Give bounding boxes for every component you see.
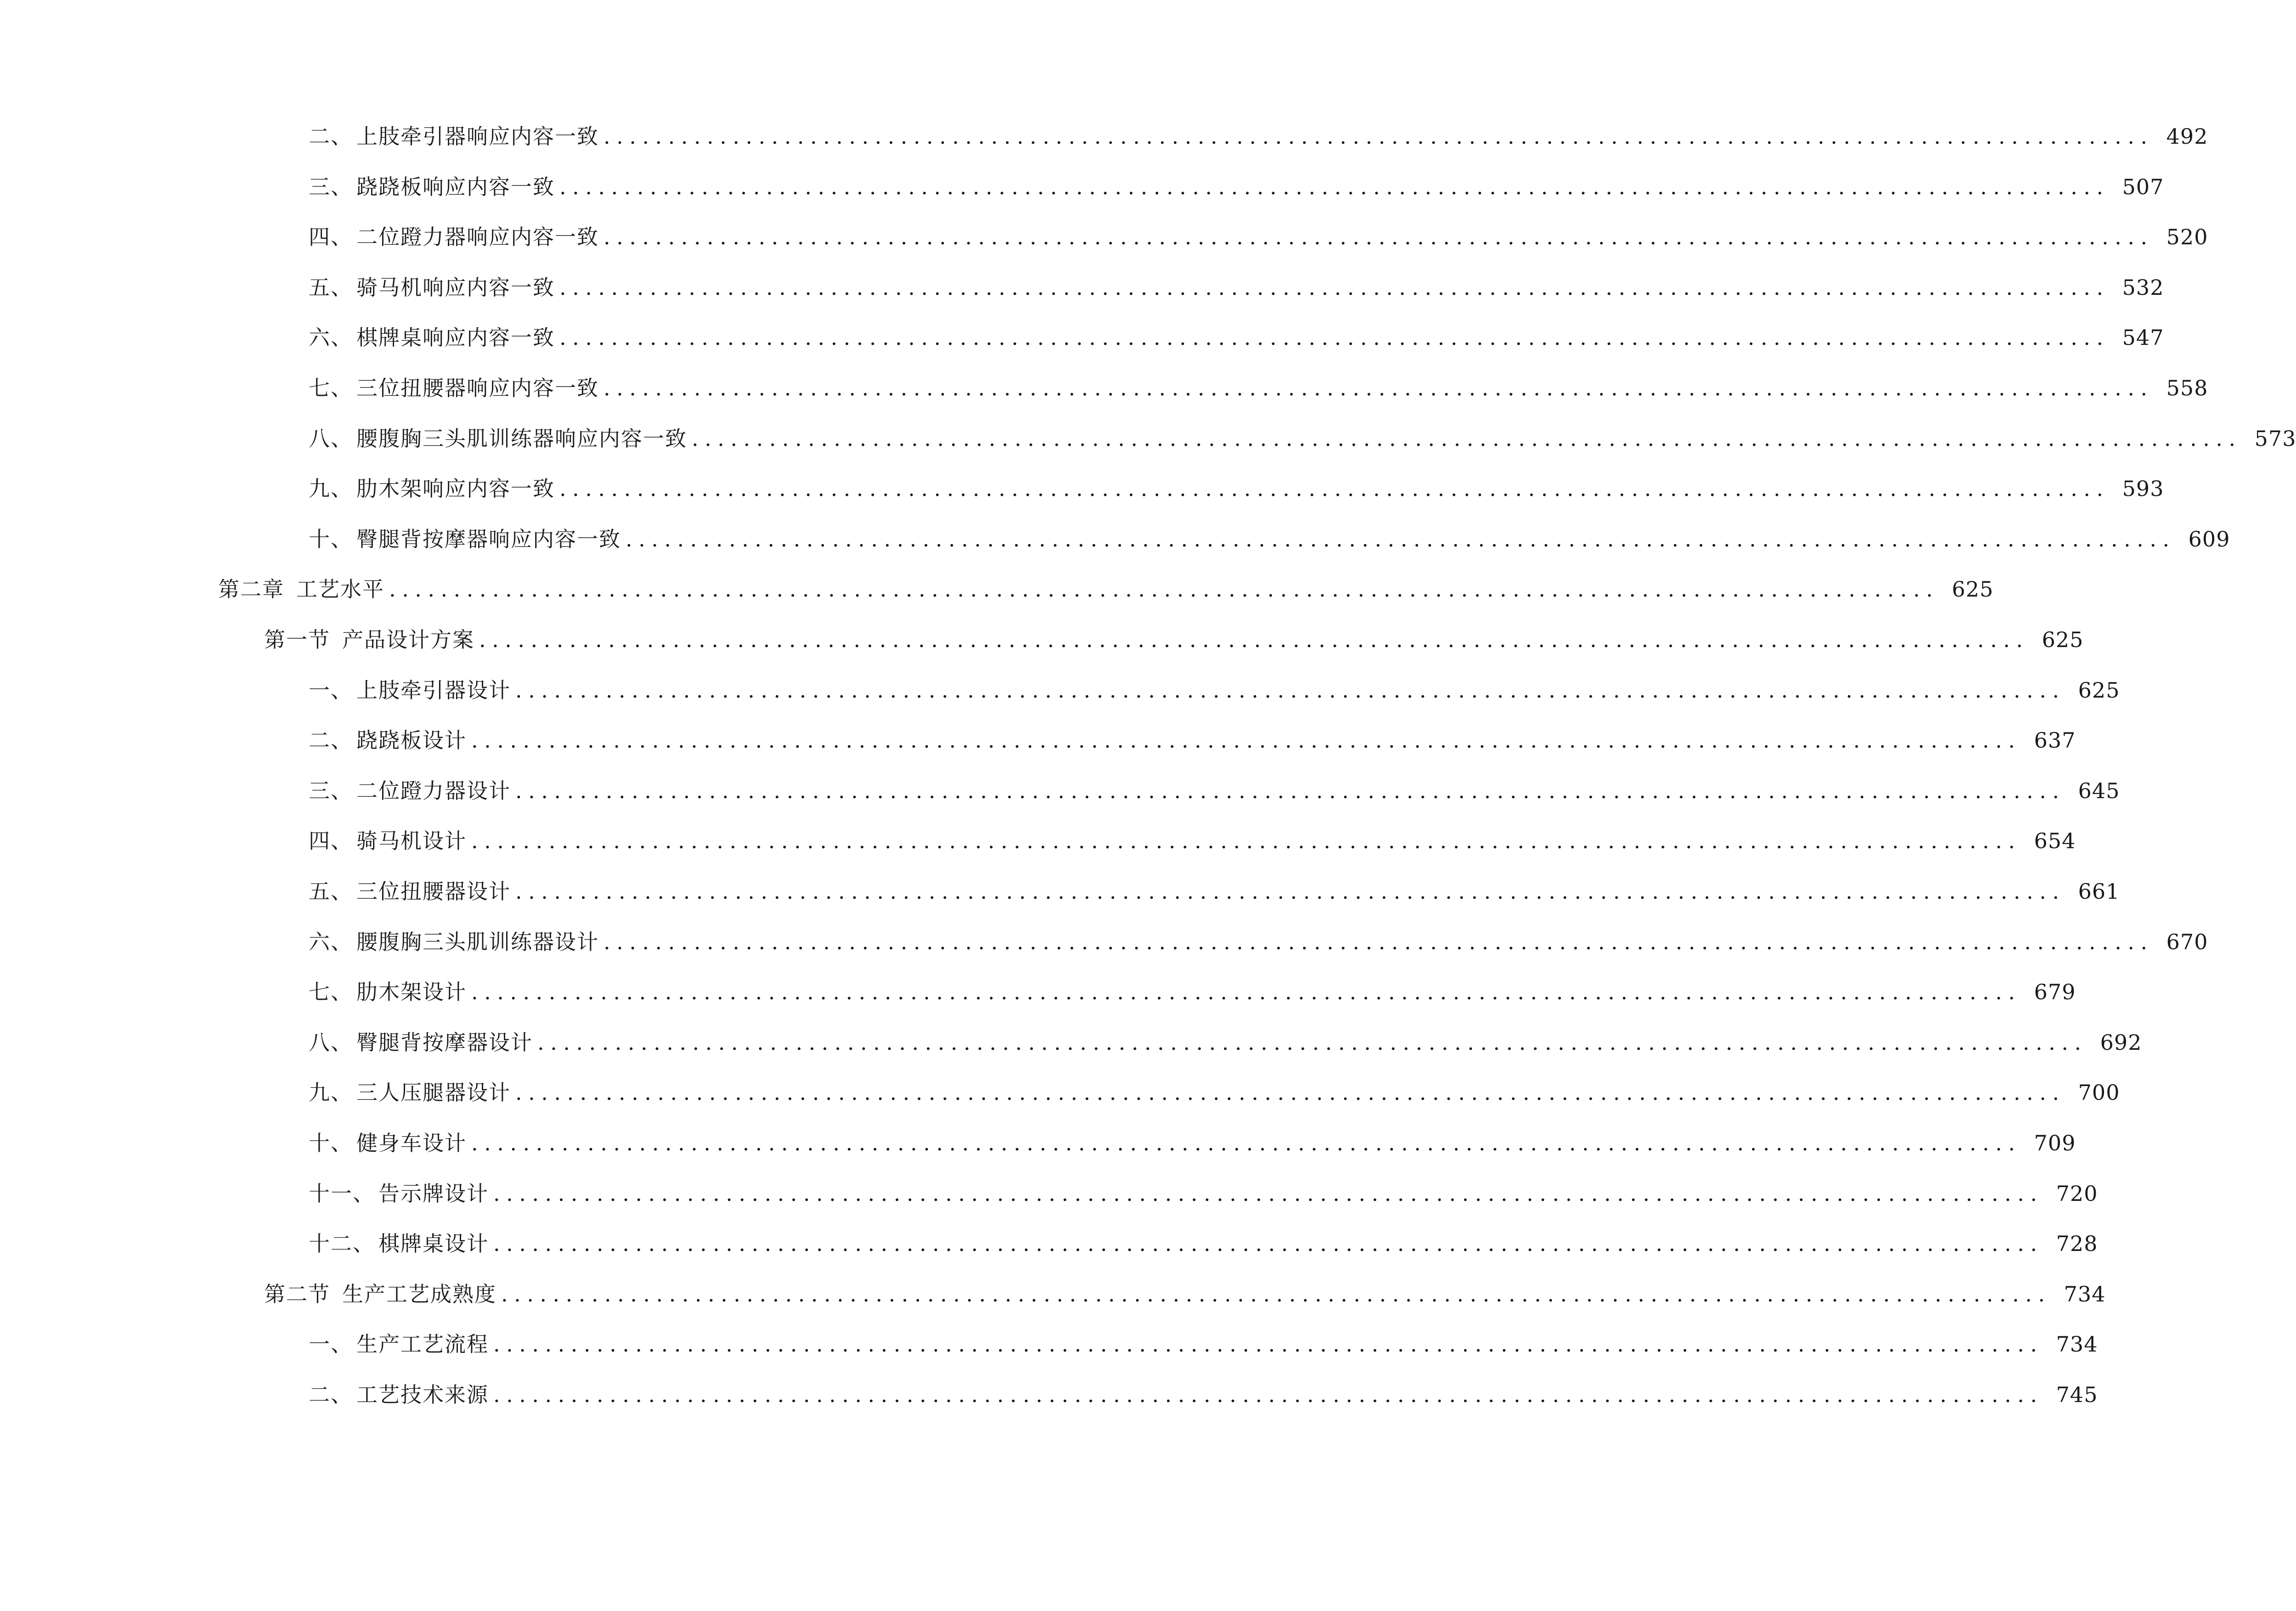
toc-entry[interactable]	[0, 521, 2230, 558]
toc-entry-number: 五、	[309, 275, 353, 300]
toc-page-number: 734	[2056, 1332, 2098, 1357]
dot-leader: ........................................................................................................................	[389, 577, 1939, 602]
toc-page-number: 637	[2034, 728, 2076, 753]
toc-entry[interactable]	[0, 672, 2120, 709]
dot-leader: ........................................................................................................................	[515, 677, 2065, 703]
toc-entry[interactable]	[0, 822, 2076, 859]
toc-entry[interactable]	[0, 924, 2208, 960]
toc-entry-title: 三位扭腰器响应内容一致	[356, 376, 599, 400]
toc-entry-title: 上肢牵引器设计	[356, 677, 511, 703]
toc-entry[interactable]	[0, 974, 2076, 1010]
dot-leader: ........................................................................................................................	[493, 1231, 2043, 1256]
dot-leader: ........................................................................................................................	[559, 174, 2110, 199]
toc-entry-number: 十二、	[309, 1231, 375, 1256]
toc-entry-number: 三、	[309, 174, 353, 199]
toc-entry-title: 二位蹬力器响应内容一致	[356, 225, 599, 250]
toc-entry[interactable]	[0, 470, 2164, 507]
dot-leader: ........................................................................................................................	[493, 1181, 2043, 1206]
toc-page-number: 547	[2122, 325, 2164, 350]
toc-entry[interactable]	[0, 118, 2208, 155]
toc-entry[interactable]	[0, 420, 2296, 457]
toc-page-number: 709	[2034, 1131, 2076, 1155]
toc-entry[interactable]	[0, 319, 2164, 356]
toc-entry-number: 第二章	[218, 577, 284, 602]
toc-entry-title: 臀腿背按摩器响应内容一致	[356, 526, 621, 552]
toc-page-number: 625	[2042, 627, 2084, 652]
toc-entry-number: 九、	[309, 476, 353, 501]
toc-page-number: 734	[2064, 1281, 2106, 1307]
toc-entry-title: 骑马机设计	[356, 828, 467, 854]
toc-entry-number: 四、	[309, 828, 353, 854]
dot-leader: ........................................................................................................................	[604, 376, 2154, 400]
toc-page-number: 670	[2166, 929, 2208, 954]
toc-entry-title: 产品设计方案	[342, 627, 474, 652]
toc-page-number: 507	[2122, 174, 2164, 199]
toc-entry-title: 三位扭腰器设计	[356, 879, 511, 904]
toc-entry-number: 八、	[309, 426, 353, 451]
toc-entry-number: 五、	[309, 879, 353, 904]
toc-page-number: 645	[2078, 778, 2120, 803]
toc-entry-number: 十、	[309, 526, 353, 552]
toc-entry[interactable]	[0, 1175, 2098, 1212]
toc-entry-number: 一、	[309, 677, 353, 703]
toc-entry-title: 棋牌桌设计	[378, 1231, 489, 1256]
toc-entry-number: 十一、	[309, 1181, 375, 1206]
toc-page-number: 625	[2078, 677, 2120, 703]
dot-leader: ........................................................................................................................	[515, 778, 2065, 803]
toc-entry-title: 生产工艺流程	[356, 1332, 489, 1357]
toc-entry-title: 生产工艺成熟度	[342, 1281, 496, 1307]
toc-page-number: 573	[2254, 426, 2296, 451]
dot-leader: ........................................................................................................................	[626, 526, 2176, 552]
toc-page-number: 558	[2166, 376, 2208, 400]
toc-page-number: 700	[2078, 1080, 2120, 1105]
dot-leader: ........................................................................................................................	[537, 1030, 2087, 1055]
toc-entry-number: 九、	[309, 1080, 353, 1105]
toc-entry-number: 二、	[309, 1382, 353, 1407]
toc-entry[interactable]	[0, 219, 2208, 255]
toc-entry-title: 跷跷板设计	[356, 728, 467, 753]
dot-leader: ........................................................................................................................	[493, 1332, 2043, 1357]
toc-entry-title: 臀腿背按摩器设计	[356, 1030, 533, 1055]
toc-entry-title: 肋木架设计	[356, 980, 467, 1005]
toc-entry-title: 告示牌设计	[378, 1181, 489, 1206]
dot-leader: ........................................................................................................................	[471, 728, 2021, 753]
toc-entry-title: 健身车设计	[356, 1131, 467, 1155]
toc-entry[interactable]	[0, 571, 1994, 608]
dot-leader: ........................................................................................................................	[501, 1281, 2051, 1307]
dot-leader: ........................................................................................................................	[559, 325, 2110, 350]
dot-leader: ........................................................................................................................	[515, 879, 2065, 904]
toc-entry-number: 四、	[309, 225, 353, 250]
toc-page-number: 720	[2056, 1181, 2098, 1206]
toc-page-number: 532	[2122, 275, 2164, 300]
toc-entry[interactable]	[0, 772, 2120, 809]
toc-page-number: 745	[2056, 1382, 2098, 1407]
dot-leader: ........................................................................................................................	[559, 275, 2110, 300]
toc-entry-title: 腰腹胸三头肌训练器响应内容一致	[356, 426, 687, 451]
dot-leader: ........................................................................................................................	[471, 1131, 2021, 1155]
toc-page-number: 661	[2078, 879, 2120, 904]
toc-entry[interactable]	[0, 1125, 2076, 1161]
dot-leader: ........................................................................................................................	[559, 476, 2110, 501]
dot-leader: ........................................................................................................................	[604, 225, 2154, 250]
toc-entry[interactable]	[0, 722, 2076, 759]
toc-entry[interactable]	[0, 169, 2164, 205]
toc-entry[interactable]	[0, 370, 2208, 406]
toc-entry-number: 一、	[309, 1332, 353, 1357]
toc-entry-title: 工艺技术来源	[356, 1382, 489, 1407]
toc-entry-number: 二、	[309, 728, 353, 753]
toc-page-number: 520	[2166, 225, 2208, 250]
toc-entry-title: 工艺水平	[296, 577, 384, 602]
dot-leader: ........................................................................................................................	[604, 929, 2154, 954]
toc-entry[interactable]	[0, 873, 2120, 910]
toc-entry-number: 六、	[309, 929, 353, 954]
toc-entry[interactable]	[0, 269, 2164, 306]
toc-entry[interactable]	[0, 1326, 2098, 1363]
toc-entry-title: 二位蹬力器设计	[356, 778, 511, 803]
toc-entry-number: 八、	[309, 1030, 353, 1055]
toc-entry-number: 三、	[309, 778, 353, 803]
toc-entry-number: 十、	[309, 1131, 353, 1155]
toc-entry-number: 二、	[309, 124, 353, 149]
dot-leader: ........................................................................................................................	[471, 828, 2021, 854]
dot-leader: ........................................................................................................................	[471, 980, 2021, 1005]
toc-page-number: 492	[2166, 124, 2208, 149]
toc-page-number: 679	[2034, 980, 2076, 1005]
toc-entry-title: 上肢牵引器响应内容一致	[356, 124, 599, 149]
toc-entry[interactable]	[0, 1376, 2098, 1413]
dot-leader: ........................................................................................................................	[479, 627, 2029, 652]
toc-entry-title: 跷跷板响应内容一致	[356, 174, 555, 199]
toc-entry-number: 七、	[309, 980, 353, 1005]
toc-entry-number: 六、	[309, 325, 353, 350]
toc-entry[interactable]	[0, 621, 2084, 658]
toc-entry[interactable]	[0, 1074, 2120, 1111]
toc-page-number: 609	[2188, 526, 2230, 552]
dot-leader: ........................................................................................................................	[604, 124, 2154, 149]
toc-entry-title: 腰腹胸三头肌训练器设计	[356, 929, 599, 954]
toc-entry-title: 三人压腿器设计	[356, 1080, 511, 1105]
toc-entry-title: 棋牌桌响应内容一致	[356, 325, 555, 350]
toc-page-number: 692	[2100, 1030, 2142, 1055]
toc-page-number: 728	[2056, 1231, 2098, 1256]
toc-entry[interactable]	[0, 1276, 2106, 1312]
toc-entry[interactable]	[0, 1024, 2142, 1061]
toc-page-number: 625	[1952, 577, 1994, 602]
toc-entry-title: 肋木架响应内容一致	[356, 476, 555, 501]
dot-leader: ........................................................................................................................	[515, 1080, 2065, 1105]
dot-leader: ........................................................................................................................	[493, 1382, 2043, 1407]
toc-page-number: 654	[2034, 828, 2076, 854]
toc-entry[interactable]	[0, 1225, 2098, 1262]
toc-entry-number: 七、	[309, 376, 353, 400]
dot-leader: ........................................................................................................................	[692, 426, 2242, 451]
toc-entry-title: 骑马机响应内容一致	[356, 275, 555, 300]
toc-entry-number: 第二节	[264, 1281, 330, 1307]
toc-page-number: 593	[2122, 476, 2164, 501]
toc-entry-number: 第一节	[264, 627, 330, 652]
